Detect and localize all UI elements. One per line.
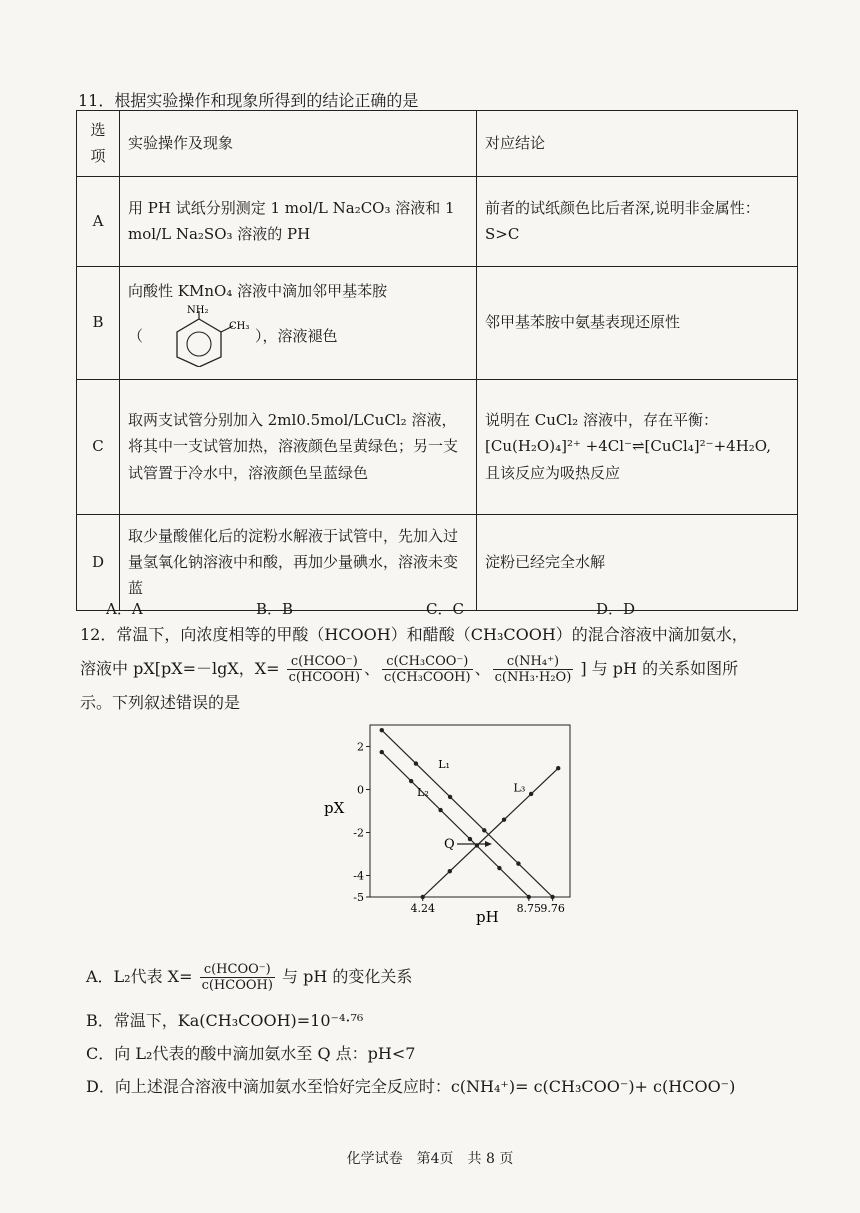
- x-tick-label: 4.24: [410, 902, 435, 915]
- fraction-denominator: c(NH₃·H₂O): [494, 670, 572, 685]
- option-a-prefix: A．L₂代表 X=: [86, 967, 193, 986]
- row-conclusion: [477, 379, 798, 514]
- header-conclusion: 对应结论: [477, 111, 798, 177]
- choice-d[interactable]: D．D: [596, 600, 636, 618]
- data-point: [556, 766, 560, 770]
- row-conclusion: 邻甲基苯胺中氨基表现还原性: [477, 266, 798, 379]
- ch3-label: CH₃: [229, 320, 250, 332]
- conclusion-line: 说明在 CuCl₂ 溶液中，存在平衡：: [485, 411, 718, 430]
- table-row: [77, 176, 798, 266]
- fraction-numerator: c(HCOO⁻): [287, 654, 362, 670]
- data-point: [409, 779, 413, 783]
- q12-option-c[interactable]: C．向 L₂代表的酸中滴加氨水至 Q 点：pH<7: [86, 1044, 416, 1063]
- table-header-row: [77, 111, 798, 177]
- data-point: [527, 895, 531, 899]
- fraction-numerator: c(NH₄⁺): [493, 654, 574, 670]
- table-row: [77, 379, 798, 514]
- y-axis-ticks: [353, 741, 370, 905]
- series-label: L₁: [438, 758, 450, 771]
- q11-table: [76, 110, 798, 611]
- fraction-formate: [287, 654, 362, 685]
- y-tick-label: -4: [353, 869, 364, 883]
- series-lines: [380, 728, 561, 899]
- header-option: 选项: [77, 111, 120, 177]
- series-line: [382, 752, 529, 897]
- q12-line1: 12．常温下，向浓度相等的甲酸（HCOOH）和醋酸（CH₃COOH）的混合溶液中滴加氨水，: [80, 625, 748, 644]
- y-tick-label: -2: [353, 826, 364, 840]
- open-paren: （: [128, 326, 144, 345]
- row-option: C: [77, 379, 120, 514]
- x-tick-label: 8.75: [516, 902, 542, 915]
- row-operation: 取两支试管分别加入 2ml0.5mol/LCuCl₂ 溶液，将其中一支试管加热，溶液颜色呈黄绿色；另一支试管置于冷水中，溶液颜色呈蓝绿色: [120, 379, 477, 514]
- operation-text: 向酸性 KMnO₄ 溶液中滴加邻甲基苯胺: [128, 282, 388, 301]
- q12-option-b[interactable]: B．常温下，Ka(CH₃COOH)=10⁻⁴·⁷⁶: [86, 1011, 364, 1030]
- q12-line2: [80, 650, 780, 688]
- y-tick-label: -5: [353, 891, 364, 904]
- table-row: [77, 266, 798, 379]
- choice-b[interactable]: B．B: [256, 600, 294, 618]
- series-label: L₂: [417, 785, 429, 799]
- y-tick-label: 0: [357, 783, 364, 797]
- row-option: B: [77, 266, 120, 379]
- q11-title: 11．根据实验操作和现象所得到的结论正确的是: [78, 91, 419, 110]
- row-option: D: [77, 514, 120, 610]
- data-point: [414, 761, 418, 765]
- fraction-numerator: c(HCOO⁻): [200, 962, 275, 978]
- series-label: L₃: [513, 781, 526, 795]
- q12-line2-post: ] 与 pH 的关系如图所: [580, 659, 739, 678]
- q12-line3: 示。下列叙述错误的是: [80, 693, 241, 712]
- separator: 、: [364, 659, 381, 678]
- q12-option-d[interactable]: D．向上述混合溶液中滴加氨水至恰好完全反应时：c(NH₄⁺)= c(CH₃COO⁻)+ c(HCOO⁻): [86, 1077, 736, 1096]
- data-point: [482, 828, 486, 832]
- row-operation: 取少量酸催化后的淀粉水解液于试管中，先加入过量氢氧化钠溶液中和酸，再加少量碘水，溶液未变蓝: [120, 514, 477, 610]
- separator: 、: [474, 659, 491, 678]
- data-point: [380, 728, 384, 732]
- data-point: [380, 750, 384, 754]
- choice-a[interactable]: A．A: [106, 600, 143, 618]
- q11-choices: [106, 598, 806, 619]
- plot-frame: [370, 725, 570, 897]
- conclusion-line: 且该反应为吸热反应: [485, 463, 621, 482]
- header-operation: 实验操作及现象: [120, 111, 477, 177]
- data-point: [448, 869, 452, 873]
- data-point: [529, 792, 533, 796]
- fraction-numerator: c(CH₃COO⁻): [382, 654, 473, 670]
- data-point: [438, 808, 442, 812]
- data-point: [497, 866, 501, 870]
- row-option: A: [77, 176, 120, 266]
- molecule-line: [128, 305, 468, 367]
- option-a-fraction: [200, 962, 275, 993]
- benzene-ring: [177, 319, 221, 367]
- fraction-acetate: [382, 654, 473, 685]
- nh2-label: NH₂: [187, 304, 209, 316]
- q-arrowhead: [485, 841, 492, 847]
- data-point: [550, 895, 554, 899]
- data-point: [516, 861, 520, 865]
- page-footer: 化学试卷 第4页 共 8 页: [346, 1151, 514, 1167]
- table-row: [77, 514, 798, 610]
- x-axis-label: pH: [476, 908, 499, 926]
- choice-c[interactable]: C．C: [426, 600, 464, 618]
- fraction-denominator: c(HCOOH): [288, 670, 361, 685]
- series-line: [423, 768, 559, 897]
- data-point: [448, 795, 452, 799]
- operation-tail: ），溶液褪色: [255, 326, 338, 345]
- row-conclusion: 前者的试纸颜色比后者深,说明非金属性：S>C: [477, 176, 798, 266]
- q12-line2-pre: 溶液中 pX[pX=－lgX，X=: [80, 659, 280, 678]
- q-point-label: Q: [444, 837, 455, 852]
- fraction-denominator: c(CH₃COOH): [384, 670, 471, 685]
- fraction-ammonium: [493, 654, 574, 685]
- y-tick-label: 2: [357, 740, 364, 754]
- data-point: [421, 895, 425, 899]
- row-operation: 用 PH 试纸分别测定 1 mol/L Na₂CO₃ 溶液和 1 mol/L Na₂SO₃ 溶液的 PH: [120, 176, 477, 266]
- data-point: [468, 837, 472, 841]
- q12-option-a[interactable]: [86, 962, 412, 993]
- y-axis-label: pX: [324, 799, 345, 817]
- o-toluidine-structure: [149, 305, 249, 367]
- series-line: [382, 730, 553, 897]
- row-operation: [120, 266, 477, 379]
- aromatic-circle: [187, 332, 211, 356]
- data-point: [502, 818, 506, 822]
- conclusion-equation: [Cu(H₂O)₄]²⁺ +4Cl⁻⇌[CuCl₄]²⁻+4H₂O,: [485, 437, 771, 456]
- fraction-denominator: c(HCOOH): [201, 978, 273, 993]
- option-a-suffix: 与 pH 的变化关系: [282, 967, 413, 986]
- q12-stem: [80, 620, 780, 718]
- row-conclusion: 淀粉已经完全水解: [477, 514, 798, 610]
- px-ph-chart: [320, 715, 580, 935]
- x-tick-label: 9.76: [540, 902, 565, 915]
